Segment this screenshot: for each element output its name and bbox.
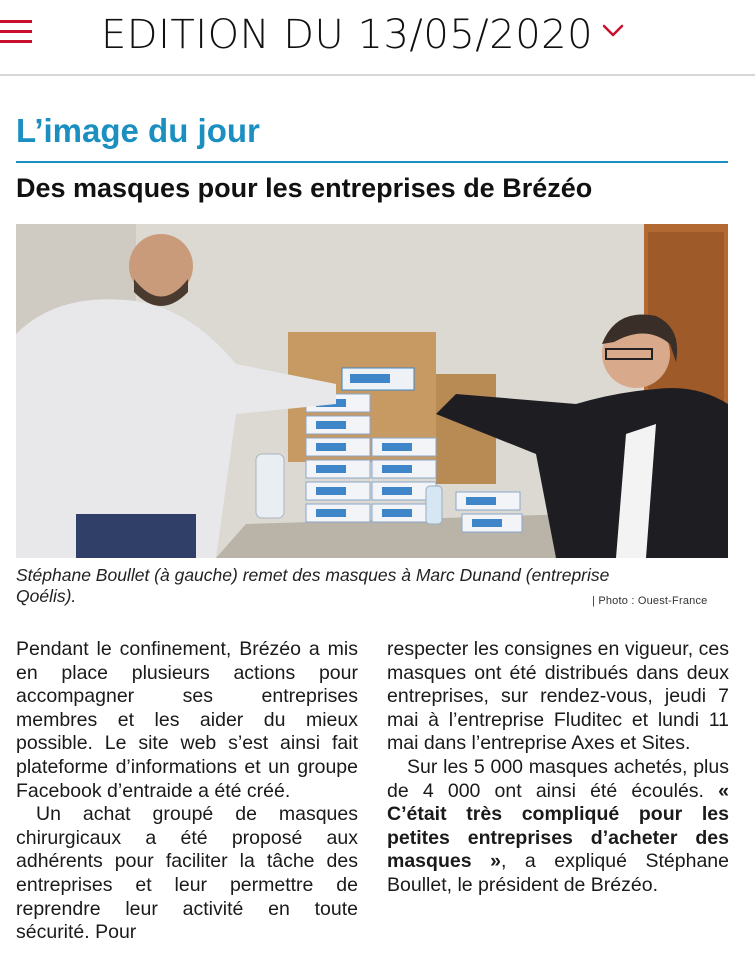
- photo-caption: Stéphane Boullet (à gauche) remet des masques à Marc Dunand (entreprise Qoélis).: [16, 565, 610, 606]
- article-column-left: [16, 638, 358, 945]
- chevron-down-icon[interactable]: [600, 20, 626, 42]
- article-headline: Des masques pour les entreprises de Brézéo: [16, 173, 593, 203]
- hamburger-menu-icon[interactable]: [0, 20, 34, 46]
- section-title: L’image du jour: [16, 112, 260, 149]
- article-paragraph: respecter les consignes en vigueur, ces masques ont été distribués dans deux entreprises, sur rendez-vous, jeudi 7 mai à l’entreprise Fluditec et lundi 11 mai dans l’entreprise Axes et Sites.: [387, 638, 729, 755]
- article-column-right: [387, 638, 729, 898]
- article-photo[interactable]: [16, 224, 728, 558]
- article-quote: « C’était très compliqué pour les petites entreprises d’acheter des masques »: [387, 779, 730, 873]
- top-bar: [0, 0, 755, 76]
- article-paragraph: [387, 756, 729, 898]
- article-text: Sur les 5 000 masques achetés, plus de 4 000 ont ainsi été écoulés.: [387, 755, 729, 802]
- article-text: , a expliqué Stéphane Boullet, le président de Brézéo.: [387, 850, 729, 896]
- section-divider: [16, 161, 728, 163]
- article-paragraph: Pendant le confinement, Brézéo a mis en place plusieurs actions pour accompagner ses entreprises membres et les aider du mieux possible. Le site web s’est ainsi fait plateforme d’informations et un groupe Facebook d’entraide a été créé.: [16, 638, 358, 802]
- photo-credit: | Photo : Ouest-France: [592, 595, 708, 607]
- edition-title: EDITION DU 13/05/2020: [101, 12, 594, 58]
- article-paragraph: Un achat groupé de masques chirurgicaux a été proposé aux adhérents pour faciliter la tâche des entreprises et leur permettre de reprendre leur activité en toute sécurité. Pour: [16, 803, 358, 944]
